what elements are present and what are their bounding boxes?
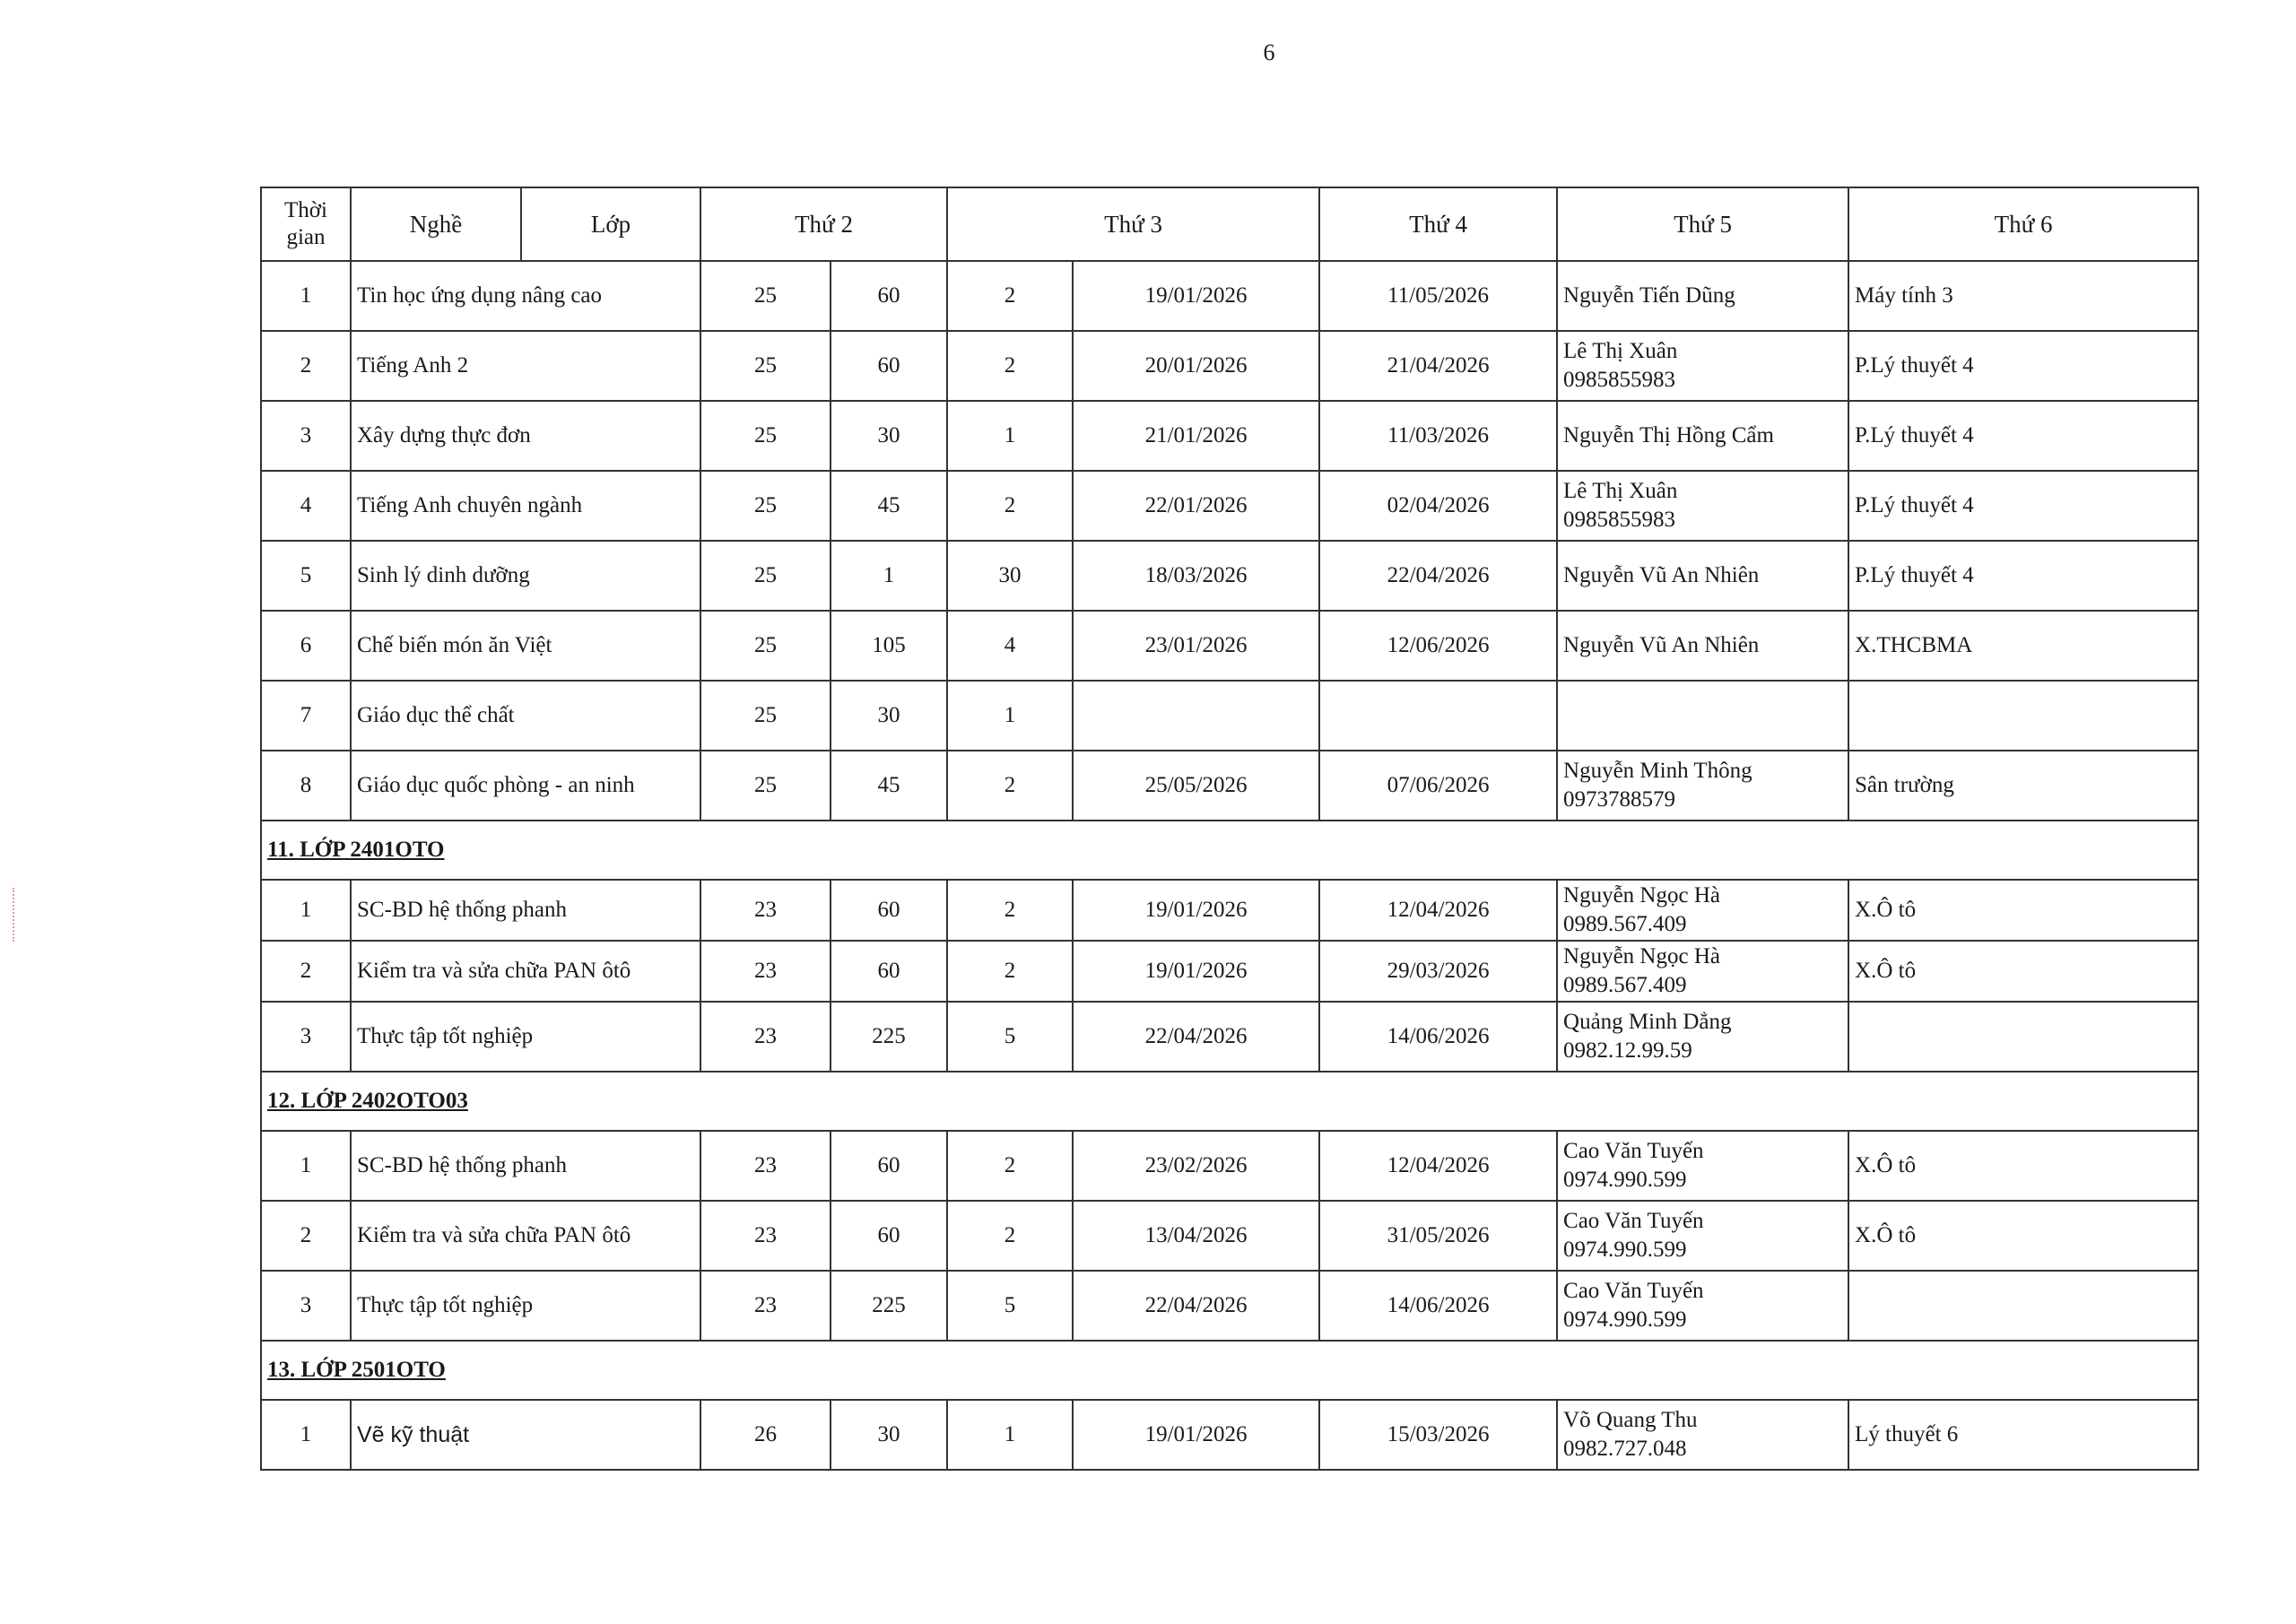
section-title: 12. LỚP 2402OTO03	[261, 1072, 2198, 1131]
schedule-table	[260, 187, 2199, 1471]
teacher-phone: 0985855983	[1563, 508, 1676, 532]
hours-cell: 45	[831, 471, 947, 541]
teacher-cell	[1557, 1131, 1848, 1201]
table-row	[261, 1201, 2198, 1271]
end-date-cell: 12/06/2026	[1319, 611, 1557, 681]
sessions-cell: 2	[947, 261, 1073, 331]
table-row	[261, 611, 2198, 681]
teacher-name: Lê Thị Xuân	[1563, 479, 1678, 503]
teacher-phone: 0974.990.599	[1563, 1238, 1687, 1262]
sessions-cell: 1	[947, 681, 1073, 751]
hours-cell: 30	[831, 681, 947, 751]
header-thu-5: Thứ 5	[1557, 187, 1848, 261]
end-date-cell: 12/04/2026	[1319, 880, 1557, 941]
section-header-row	[261, 1341, 2198, 1400]
subject-cell: Vẽ kỹ thuật	[351, 1400, 700, 1470]
row-number: 6	[261, 611, 351, 681]
room-cell: X.Ô tô	[1848, 1201, 2198, 1271]
table-row	[261, 331, 2198, 401]
end-date-cell: 02/04/2026	[1319, 471, 1557, 541]
row-number: 1	[261, 261, 351, 331]
start-date-cell: 18/03/2026	[1073, 541, 1319, 611]
teacher-name: Lê Thị Xuân	[1563, 339, 1678, 363]
room-cell: Sân trường	[1848, 751, 2198, 821]
teacher-cell	[1557, 261, 1848, 331]
hours-cell: 225	[831, 1271, 947, 1341]
students-cell: 23	[700, 880, 831, 941]
sessions-cell: 5	[947, 1002, 1073, 1072]
subject-cell: Giáo dục quốc phòng - an ninh	[351, 751, 700, 821]
room-cell: P.Lý thuyết 4	[1848, 471, 2198, 541]
teacher-name: Quảng Minh Dẳng	[1563, 1010, 1732, 1034]
teacher-name: Nguyễn Ngọc Hà	[1563, 944, 1720, 968]
start-date-cell: 25/05/2026	[1073, 751, 1319, 821]
teacher-name: Nguyễn Tiến Dũng	[1563, 283, 1735, 308]
teacher-phone: 0982.727.048	[1563, 1437, 1687, 1461]
room-cell: P.Lý thuyết 4	[1848, 331, 2198, 401]
end-date-cell: 21/04/2026	[1319, 331, 1557, 401]
hours-cell: 105	[831, 611, 947, 681]
sessions-cell: 2	[947, 941, 1073, 1002]
header-thu-6: Thứ 6	[1848, 187, 2198, 261]
start-date-cell: 19/01/2026	[1073, 261, 1319, 331]
start-date-cell: 23/02/2026	[1073, 1131, 1319, 1201]
subject-cell: Thực tập tốt nghiệp	[351, 1002, 700, 1072]
table-row	[261, 1400, 2198, 1470]
students-cell: 25	[700, 541, 831, 611]
header-nghe: Nghề	[351, 187, 521, 261]
hours-cell: 30	[831, 1400, 947, 1470]
teacher-name: Nguyễn Vũ An Nhiên	[1563, 633, 1760, 657]
hours-cell: 225	[831, 1002, 947, 1072]
students-cell: 25	[700, 401, 831, 471]
row-number: 3	[261, 1002, 351, 1072]
row-number: 2	[261, 331, 351, 401]
teacher-cell	[1557, 331, 1848, 401]
teacher-cell	[1557, 880, 1848, 941]
teacher-cell	[1557, 1271, 1848, 1341]
students-cell: 25	[700, 471, 831, 541]
teacher-cell	[1557, 611, 1848, 681]
hours-cell: 60	[831, 880, 947, 941]
teacher-phone: 0973788579	[1563, 787, 1676, 812]
teacher-name: Cao Văn Tuyến	[1563, 1209, 1704, 1233]
teacher-phone: 0989.567.409	[1563, 912, 1687, 936]
end-date-cell: 22/04/2026	[1319, 541, 1557, 611]
start-date-cell: 21/01/2026	[1073, 401, 1319, 471]
sessions-cell: 2	[947, 1131, 1073, 1201]
room-cell: Lý thuyết 6	[1848, 1400, 2198, 1470]
sessions-cell: 5	[947, 1271, 1073, 1341]
end-date-cell	[1319, 681, 1557, 751]
row-number: 2	[261, 941, 351, 1002]
table-row	[261, 681, 2198, 751]
students-cell: 25	[700, 331, 831, 401]
table-row	[261, 1002, 2198, 1072]
subject-cell: Tiếng Anh chuyên ngành	[351, 471, 700, 541]
teacher-cell	[1557, 1400, 1848, 1470]
subject-cell: Xây dựng thực đơn	[351, 401, 700, 471]
sessions-cell: 2	[947, 331, 1073, 401]
end-date-cell: 14/06/2026	[1319, 1002, 1557, 1072]
header-lop: Lớp	[521, 187, 700, 261]
students-cell: 25	[700, 261, 831, 331]
teacher-cell	[1557, 471, 1848, 541]
section-title: 11. LỚP 2401OTO	[261, 821, 2198, 880]
table-row	[261, 261, 2198, 331]
section-header-row	[261, 821, 2198, 880]
subject-cell: Thực tập tốt nghiệp	[351, 1271, 700, 1341]
start-date-cell: 20/01/2026	[1073, 331, 1319, 401]
hours-cell: 1	[831, 541, 947, 611]
table-row	[261, 941, 2198, 1002]
row-number: 1	[261, 1400, 351, 1470]
teacher-name: Cao Văn Tuyến	[1563, 1279, 1704, 1303]
start-date-cell: 23/01/2026	[1073, 611, 1319, 681]
teacher-cell	[1557, 751, 1848, 821]
students-cell: 25	[700, 751, 831, 821]
end-date-cell: 15/03/2026	[1319, 1400, 1557, 1470]
subject-cell: Tiếng Anh 2	[351, 331, 700, 401]
teacher-name: Nguyễn Ngọc Hà	[1563, 883, 1720, 908]
subject-cell: Tin học ứng dụng nâng cao	[351, 261, 700, 331]
students-cell: 23	[700, 1271, 831, 1341]
schedule-body	[261, 261, 2198, 1470]
header-thu-2: Thứ 2	[700, 187, 947, 261]
table-row	[261, 541, 2198, 611]
start-date-cell	[1073, 681, 1319, 751]
margin-mark	[13, 888, 22, 942]
end-date-cell: 11/05/2026	[1319, 261, 1557, 331]
room-cell	[1848, 1271, 2198, 1341]
teacher-cell	[1557, 941, 1848, 1002]
table-row	[261, 751, 2198, 821]
end-date-cell: 14/06/2026	[1319, 1271, 1557, 1341]
hours-cell: 60	[831, 261, 947, 331]
teacher-name: Nguyễn Minh Thông	[1563, 759, 1752, 783]
room-cell	[1848, 1002, 2198, 1072]
teacher-name: Nguyễn Thị Hồng Cẩm	[1563, 423, 1774, 447]
students-cell: 23	[700, 1131, 831, 1201]
hours-cell: 45	[831, 751, 947, 821]
sessions-cell: 2	[947, 751, 1073, 821]
teacher-cell	[1557, 541, 1848, 611]
row-number: 2	[261, 1201, 351, 1271]
end-date-cell: 29/03/2026	[1319, 941, 1557, 1002]
sessions-cell: 1	[947, 401, 1073, 471]
table-row	[261, 880, 2198, 941]
teacher-phone: 0989.567.409	[1563, 973, 1687, 997]
page-number: 6	[1263, 39, 1275, 65]
table-row	[261, 401, 2198, 471]
students-cell: 26	[700, 1400, 831, 1470]
section-header-row	[261, 1072, 2198, 1131]
row-number: 3	[261, 401, 351, 471]
hours-cell: 60	[831, 1201, 947, 1271]
teacher-phone: 0985855983	[1563, 368, 1676, 392]
room-cell: P.Lý thuyết 4	[1848, 541, 2198, 611]
subject-cell: Chế biến món ăn Việt	[351, 611, 700, 681]
sessions-cell: 2	[947, 880, 1073, 941]
section-title: 13. LỚP 2501OTO	[261, 1341, 2198, 1400]
start-date-cell: 13/04/2026	[1073, 1201, 1319, 1271]
students-cell: 25	[700, 611, 831, 681]
room-cell	[1848, 681, 2198, 751]
students-cell: 25	[700, 681, 831, 751]
sessions-cell: 4	[947, 611, 1073, 681]
header-time: Thời gian	[261, 187, 351, 261]
teacher-cell	[1557, 681, 1848, 751]
teacher-phone: 0974.990.599	[1563, 1307, 1687, 1332]
teacher-phone: 0974.990.599	[1563, 1168, 1687, 1192]
table-row	[261, 1131, 2198, 1201]
teacher-cell	[1557, 1002, 1848, 1072]
teacher-name: Võ Quang Thu	[1563, 1408, 1698, 1432]
start-date-cell: 22/01/2026	[1073, 471, 1319, 541]
students-cell: 23	[700, 1201, 831, 1271]
start-date-cell: 19/01/2026	[1073, 880, 1319, 941]
room-cell: X.Ô tô	[1848, 941, 2198, 1002]
end-date-cell: 12/04/2026	[1319, 1131, 1557, 1201]
subject-cell: Sinh lý dinh dưỡng	[351, 541, 700, 611]
row-number: 4	[261, 471, 351, 541]
row-number: 5	[261, 541, 351, 611]
start-date-cell: 19/01/2026	[1073, 941, 1319, 1002]
room-cell: X.Ô tô	[1848, 1131, 2198, 1201]
end-date-cell: 11/03/2026	[1319, 401, 1557, 471]
start-date-cell: 19/01/2026	[1073, 1400, 1319, 1470]
start-date-cell: 22/04/2026	[1073, 1271, 1319, 1341]
teacher-name: Nguyễn Vũ An Nhiên	[1563, 563, 1760, 587]
subject-cell: SC-BD hệ thống phanh	[351, 880, 700, 941]
sessions-cell: 2	[947, 1201, 1073, 1271]
subject-cell: Kiểm tra và sửa chữa PAN ôtô	[351, 941, 700, 1002]
room-cell: P.Lý thuyết 4	[1848, 401, 2198, 471]
row-number: 1	[261, 880, 351, 941]
teacher-cell	[1557, 401, 1848, 471]
table-row	[261, 471, 2198, 541]
header-row	[261, 187, 2198, 261]
subject-cell: Giáo dục thể chất	[351, 681, 700, 751]
room-cell: X.Ô tô	[1848, 880, 2198, 941]
end-date-cell: 31/05/2026	[1319, 1201, 1557, 1271]
end-date-cell: 07/06/2026	[1319, 751, 1557, 821]
header-thu-4: Thứ 4	[1319, 187, 1557, 261]
room-cell: Máy tính 3	[1848, 261, 2198, 331]
subject-cell: Kiểm tra và sửa chữa PAN ôtô	[351, 1201, 700, 1271]
hours-cell: 60	[831, 941, 947, 1002]
teacher-phone: 0982.12.99.59	[1563, 1038, 1692, 1063]
teacher-cell	[1557, 1201, 1848, 1271]
room-cell: X.THCBMA	[1848, 611, 2198, 681]
row-number: 3	[261, 1271, 351, 1341]
start-date-cell: 22/04/2026	[1073, 1002, 1319, 1072]
hours-cell: 30	[831, 401, 947, 471]
sessions-cell: 30	[947, 541, 1073, 611]
row-number: 7	[261, 681, 351, 751]
row-number: 1	[261, 1131, 351, 1201]
students-cell: 23	[700, 941, 831, 1002]
header-thu-3: Thứ 3	[947, 187, 1319, 261]
hours-cell: 60	[831, 1131, 947, 1201]
teacher-name: Cao Văn Tuyến	[1563, 1139, 1704, 1163]
sessions-cell: 1	[947, 1400, 1073, 1470]
table-row	[261, 1271, 2198, 1341]
row-number: 8	[261, 751, 351, 821]
students-cell: 23	[700, 1002, 831, 1072]
sessions-cell: 2	[947, 471, 1073, 541]
subject-cell: SC-BD hệ thống phanh	[351, 1131, 700, 1201]
hours-cell: 60	[831, 331, 947, 401]
